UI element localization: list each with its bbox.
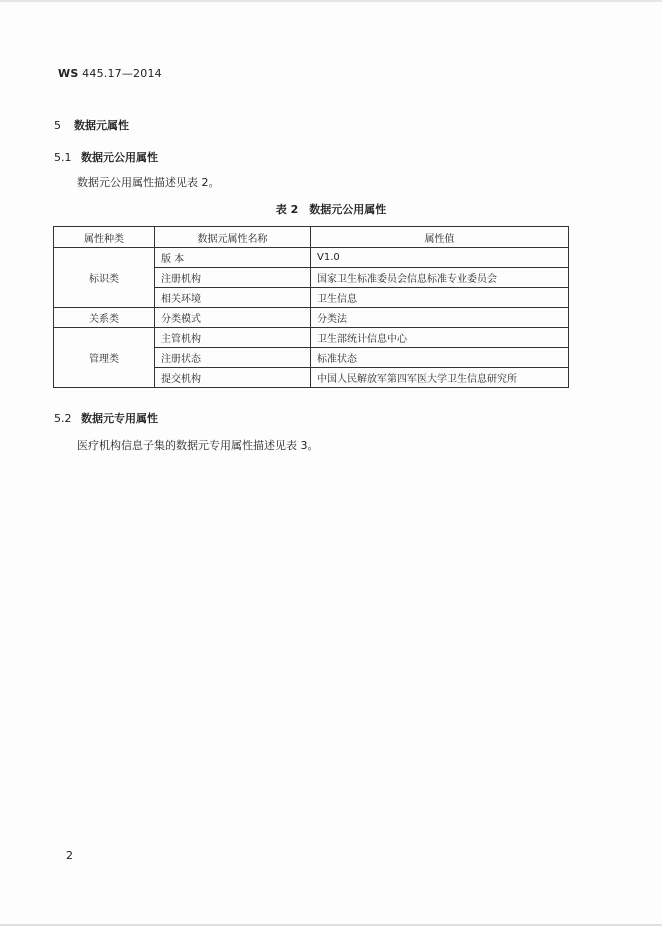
section-number: 5.2 — [54, 412, 72, 425]
header-cell: 属性种类 — [54, 227, 155, 248]
attr-value-cell: 卫生信息 — [311, 288, 569, 308]
page-number: 2 — [66, 849, 73, 862]
category-cell: 关系类 — [54, 308, 155, 328]
attr-name-cell: 分类模式 — [155, 308, 311, 328]
section-title: 数据元专用属性 — [81, 412, 158, 425]
attr-name-cell: 提交机构 — [155, 368, 311, 388]
attributes-table — [53, 226, 569, 388]
attr-name-cell: 主管机构 — [155, 328, 311, 348]
table-row — [54, 328, 569, 348]
section-5-1-heading — [54, 149, 158, 165]
category-cell: 标识类 — [54, 248, 155, 308]
standard-number: 445.17—2014 — [82, 67, 162, 80]
section-5-1-paragraph: 数据元公用属性描述见表 2。 — [77, 176, 220, 189]
section-number: 5 — [54, 119, 61, 132]
attr-name-cell: 版 本 — [155, 248, 311, 268]
table-caption: 表 2 数据元公用属性 — [275, 203, 387, 216]
attr-value-cell: 标准状态 — [311, 348, 569, 368]
section-title: 数据元属性 — [74, 119, 129, 132]
top-edge-line — [0, 0, 662, 2]
attr-value-cell: 分类法 — [311, 308, 569, 328]
attr-value-cell: 国家卫生标准委员会信息标准专业委员会 — [311, 268, 569, 288]
attr-name-cell: 注册状态 — [155, 348, 311, 368]
header-cell: 数据元属性名称 — [155, 227, 311, 248]
table-header-row — [54, 227, 569, 248]
section-5-2-paragraph: 医疗机构信息子集的数据元专用属性描述见表 3。 — [77, 439, 319, 452]
section-5-heading — [54, 117, 129, 133]
section-number: 5.1 — [54, 151, 72, 164]
attr-name-cell: 注册机构 — [155, 268, 311, 288]
attr-value-cell: 卫生部统计信息中心 — [311, 328, 569, 348]
standard-code — [58, 67, 162, 80]
header-cell: 属性值 — [311, 227, 569, 248]
category-cell: 管理类 — [54, 328, 155, 388]
table-row — [54, 308, 569, 328]
attr-value-cell: 中国人民解放军第四军医大学卫生信息研究所 — [311, 368, 569, 388]
table-row — [54, 248, 569, 268]
section-title: 数据元公用属性 — [81, 151, 158, 164]
attr-value-cell: V1.0 — [311, 248, 569, 268]
attr-name-cell: 相关环境 — [155, 288, 311, 308]
section-5-2-heading — [54, 410, 158, 426]
bottom-edge-line — [0, 924, 662, 926]
standard-prefix: WS — [58, 67, 79, 80]
